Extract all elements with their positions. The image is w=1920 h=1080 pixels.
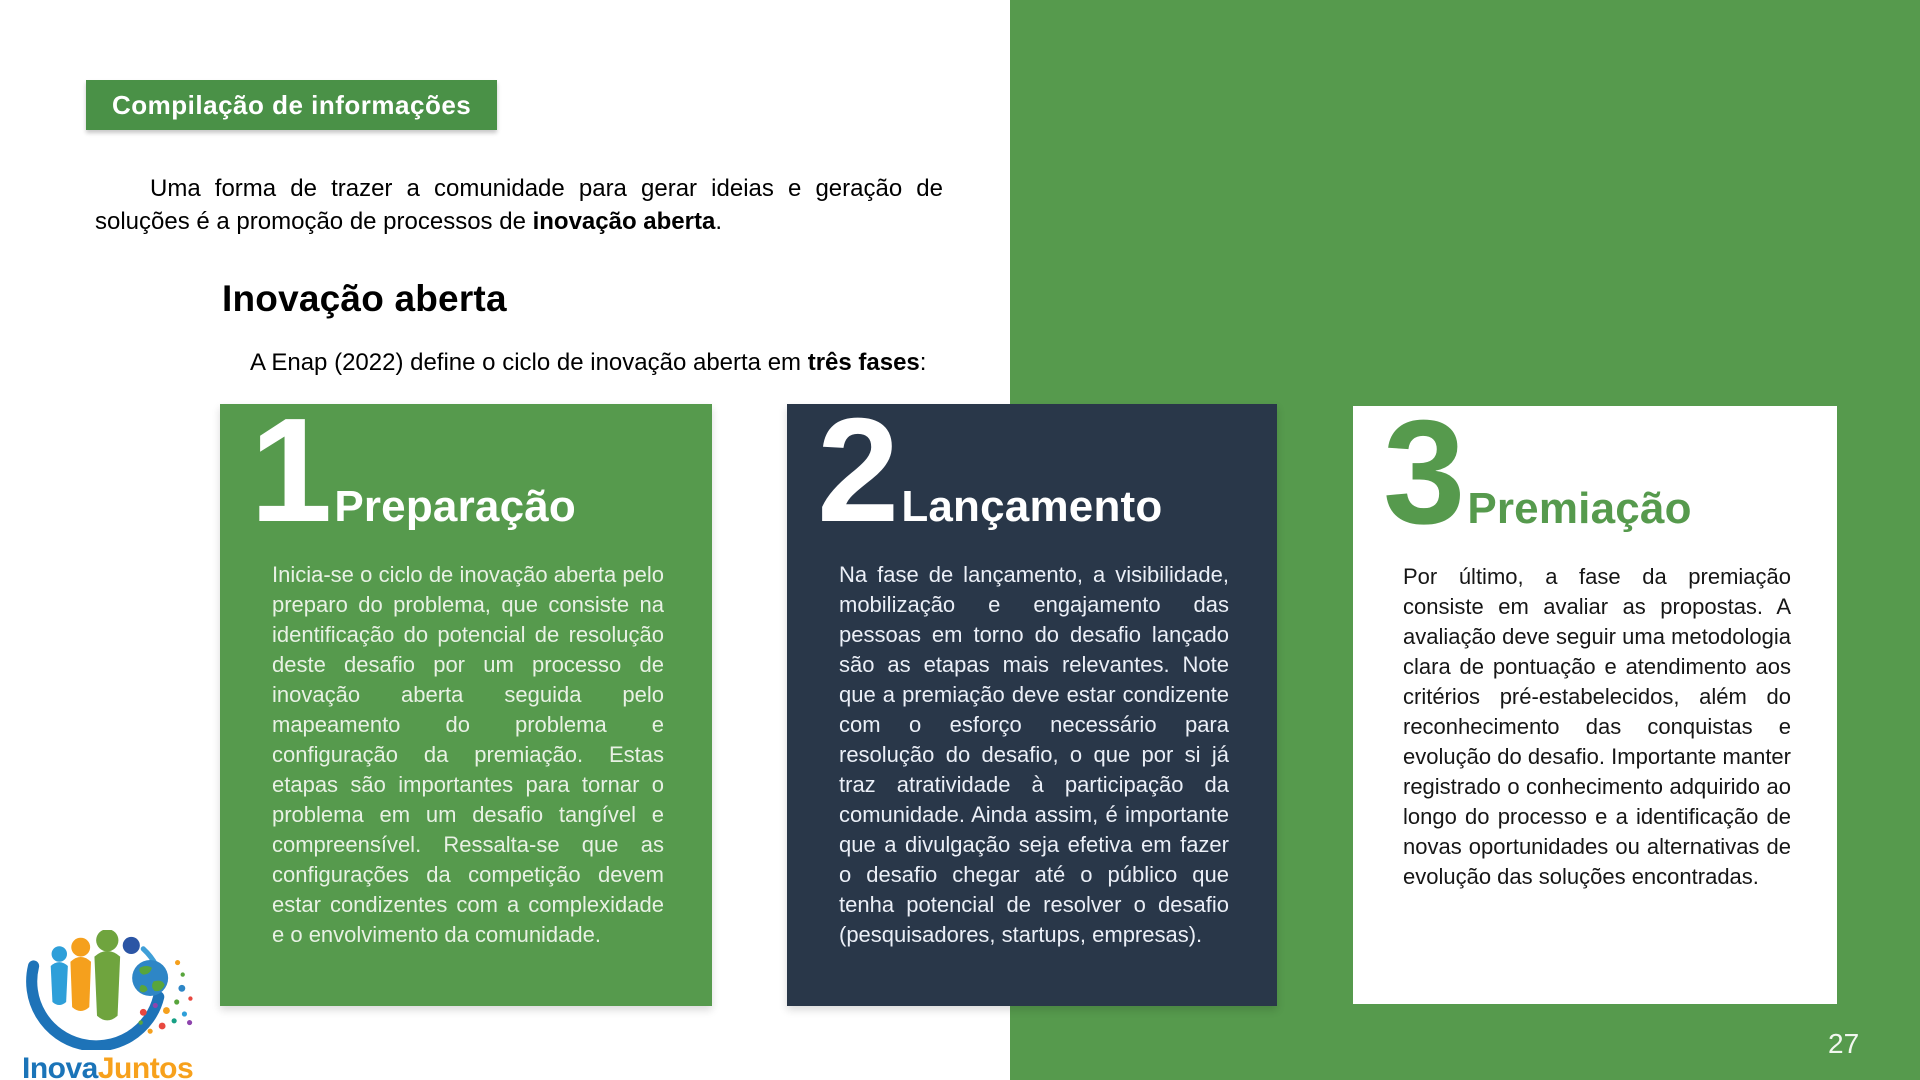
phase-number: 1 <box>250 404 329 553</box>
phase-card-header <box>220 404 712 553</box>
phase-card-lancamento <box>787 404 1277 1006</box>
page-number: 27 <box>1828 1028 1860 1059</box>
intro-period: . <box>715 208 723 235</box>
wordmark-juntos: Juntos <box>97 1052 194 1080</box>
phase-title: Lançamento <box>901 482 1163 531</box>
page-title: Inovação aberta <box>222 278 507 319</box>
intro-paragraph <box>95 172 943 238</box>
phase-title: Premiação <box>1467 484 1692 533</box>
subheading-colon: : <box>919 349 927 376</box>
intro-text: Uma forma de trazer a comunidade para gerar ideias e geração de soluções é a promoção de processos de <box>95 175 943 235</box>
inovajuntos-logo <box>14 930 204 1080</box>
phase-description: Inicia-se o ciclo de inovação aberta pelo preparo do problema, que consiste na identificação do potencial de resolução deste desafio por um processo de inovação aberta seguida pelo mapeamento do problema e configuração da premiação. Estas etapas são importantes para tornar o problema em um desafio tangível e compreensível. Ressalta-se que as configurações da competição devem estar condizentes com a complexidade e o envolvimento da comunidade. <box>272 562 664 947</box>
phase-title: Preparação <box>334 482 577 531</box>
phase-card-header <box>1353 406 1837 555</box>
subheading-bold-text: três fases <box>807 349 920 376</box>
wordmark-inova: Inova <box>22 1052 98 1080</box>
phase-card-premiacao <box>1353 406 1837 1004</box>
intro-bold-text: inovação aberta <box>532 208 716 235</box>
phase-description: Na fase de lançamento, a visibilidade, mobilização e engajamento das pessoas em torno do desafio lançado são as etapas mais relevantes. Note que a premiação deve estar condizente com o esforço necessário para resolução do desafio, o que por si já traz atratividade à participação da comunidade. Ainda assim, é importante que a divulgação seja efetiva em fazer o desafio chegar até o público que tenha potencial de resolver o desafio (pesquisadores, startups, empresas). <box>839 562 1229 947</box>
subheading-text: A Enap (2022) define o ciclo de inovação aberta em <box>250 349 808 376</box>
phase-card-header <box>787 404 1277 553</box>
inovajuntos-wordmark <box>22 1052 204 1080</box>
section-badge-label: Compilação de informações <box>112 90 472 120</box>
section-badge <box>86 80 497 130</box>
phase-number: 2 <box>817 404 896 553</box>
phase-card-preparacao <box>220 404 712 1006</box>
phase-number: 3 <box>1383 406 1462 555</box>
phase-description: Por último, a fase da premiação consiste em avaliar as propostas. A avaliação deve seguir uma metodologia clara de pontuação e atendimento aos critérios pré-estabelecidos, além do reconhecimento das conquistas e evolução do desafio. Importante manter registrado o conhecimento adquirido ao longo do processo e a identificação de novas oportunidades ou alternativas de evolução das soluções encontradas. <box>1403 564 1791 889</box>
inovajuntos-emblem-icon <box>14 930 204 1050</box>
subheading <box>250 349 926 377</box>
